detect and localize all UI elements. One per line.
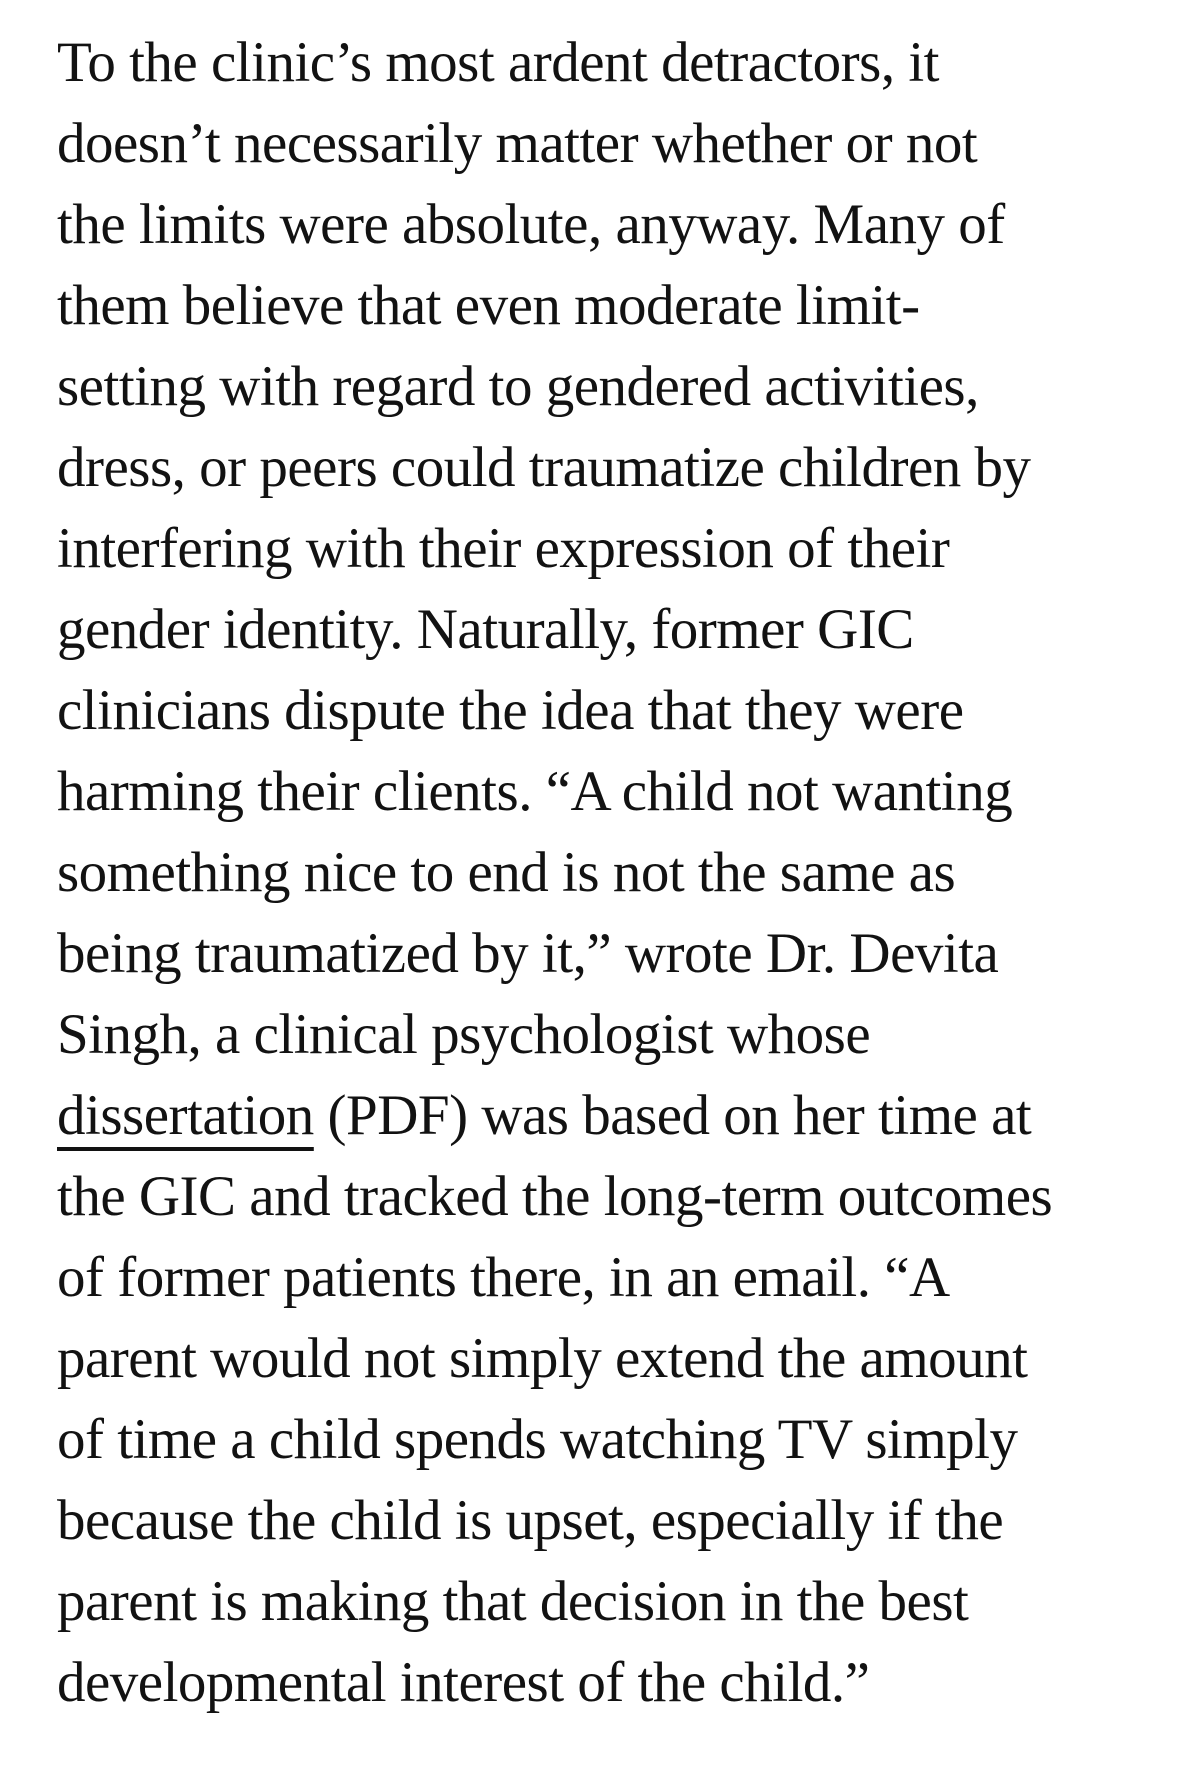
paragraph-text: Singh, a clinical psychologist whose — [57, 1003, 871, 1066]
paragraph-line — [57, 22, 1139, 103]
paragraph-line — [57, 427, 1139, 508]
paragraph-line — [57, 751, 1139, 832]
dissertation-link[interactable]: dissertation — [57, 1084, 314, 1147]
paragraph-line — [57, 1156, 1139, 1237]
paragraph-text: because the child is upset, especially if the — [57, 1489, 1004, 1552]
paragraph-line — [57, 589, 1139, 670]
paragraph-text: parent would not simply extend the amount — [57, 1327, 1028, 1390]
paragraph-line — [57, 832, 1139, 913]
paragraph-text: (PDF) was based on her time at — [313, 1084, 1032, 1147]
paragraph-text: being traumatized by it,” wrote Dr. Devita — [57, 922, 999, 985]
paragraph-line — [57, 346, 1139, 427]
paragraph-line — [57, 1399, 1139, 1480]
paragraph-line — [57, 994, 1139, 1075]
paragraph-line — [57, 1480, 1139, 1561]
paragraph-line — [57, 184, 1139, 265]
paragraph-text: the limits were absolute, anyway. Many of — [57, 193, 1005, 256]
paragraph-line — [57, 103, 1139, 184]
paragraph-text: interfering with their expression of their — [57, 517, 950, 580]
paragraph-text: gender identity. Naturally, former GIC — [57, 598, 914, 661]
article-paragraph — [57, 22, 1139, 1723]
paragraph-line — [57, 1075, 1139, 1156]
paragraph-text: developmental interest of the child.” — [57, 1651, 870, 1714]
paragraph-line — [57, 508, 1139, 589]
paragraph-text: harming their clients. “A child not wanting — [57, 760, 1013, 823]
paragraph-line — [57, 1561, 1139, 1642]
paragraph-text: parent is making that decision in the best — [57, 1570, 969, 1633]
paragraph-text: something nice to end is not the same as — [57, 841, 956, 904]
paragraph-text: setting with regard to gendered activities, — [57, 355, 979, 418]
paragraph-text: To the clinic’s most ardent detractors, it — [57, 31, 940, 94]
paragraph-text: of former patients there, in an email. “A — [57, 1246, 950, 1309]
paragraph-text: the GIC and tracked the long-term outcomes — [57, 1165, 1053, 1228]
paragraph-text: doesn’t necessarily matter whether or not — [57, 112, 978, 175]
paragraph-line — [57, 1237, 1139, 1318]
paragraph-text: them believe that even moderate limit- — [57, 274, 920, 337]
paragraph-line — [57, 1318, 1139, 1399]
paragraph-line — [57, 265, 1139, 346]
paragraph-text: of time a child spends watching TV simply — [57, 1408, 1018, 1471]
paragraph-text: clinicians dispute the idea that they were — [57, 679, 964, 742]
paragraph-line — [57, 913, 1139, 994]
paragraph-line — [57, 1642, 1139, 1723]
paragraph-line — [57, 670, 1139, 751]
paragraph-text: dress, or peers could traumatize children by — [57, 436, 1031, 499]
